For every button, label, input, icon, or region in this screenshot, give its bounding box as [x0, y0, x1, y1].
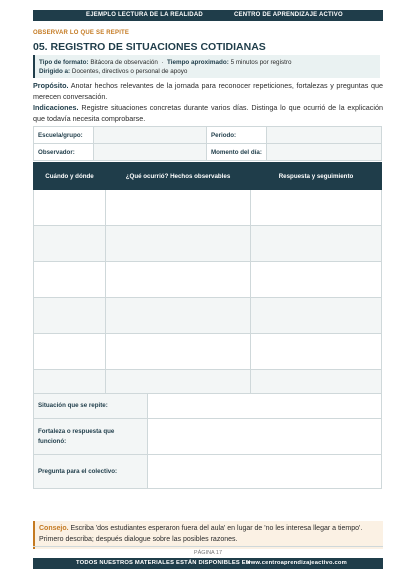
purpose-paragraph	[33, 81, 383, 102]
what-cell[interactable]	[106, 262, 251, 298]
footer-bar	[33, 558, 383, 569]
column-header-what: ¿Qué ocurrió? Hechos observables	[106, 163, 251, 190]
header-left-text: EJEMPLO LECTURA DE LA REALIDAD	[86, 12, 203, 18]
strength-field[interactable]	[148, 419, 382, 455]
observation-rows	[34, 190, 382, 406]
question-label: Pregunta para el colectivo:	[34, 455, 148, 489]
repeat-field[interactable]	[148, 394, 382, 419]
table-row	[34, 226, 382, 262]
when-cell[interactable]	[34, 226, 106, 262]
response-cell[interactable]	[251, 190, 382, 226]
summary-table-real	[33, 393, 382, 489]
response-cell[interactable]	[251, 226, 382, 262]
audience-label: Dirigido a:	[39, 68, 71, 75]
tip-text: Escriba 'dos estudiantes esperaron fuera del aula' en lugar de 'no les interesa llegar a tiempo'. Primero describa; después dialogue sobre las posibles razones.	[39, 525, 363, 543]
observer-label: Observador:	[34, 144, 94, 161]
header-bar	[33, 10, 383, 21]
format-label: Tipo de formato:	[39, 59, 89, 66]
audience-value: Docentes, directivos o personal de apoyo	[71, 68, 188, 75]
column-header-response: Respuesta y seguimiento	[251, 163, 382, 190]
question-field[interactable]	[148, 455, 382, 489]
meta-box: Tipo de formato: Bitácora de observación · Tiempo aproximado: 5 minutos por registro Dirigido a: Docentes, directivos o personal de apoyo	[33, 55, 380, 78]
format-value: Bitácora de observación	[90, 59, 158, 66]
period-field[interactable]	[267, 127, 382, 144]
moment-label: Momento del día:	[207, 144, 267, 161]
time-value: 5 minutos por registro	[230, 59, 292, 66]
observation-table	[33, 162, 382, 406]
what-cell[interactable]	[106, 334, 251, 370]
response-cell[interactable]	[251, 298, 382, 334]
info-table	[33, 126, 382, 161]
table-row	[34, 298, 382, 334]
when-cell[interactable]	[34, 262, 106, 298]
observer-field[interactable]	[94, 144, 207, 161]
when-cell[interactable]	[34, 190, 106, 226]
table-row	[34, 262, 382, 298]
tip-box	[33, 521, 383, 549]
table-row	[34, 334, 382, 370]
response-cell[interactable]	[251, 262, 382, 298]
section-label: OBSERVAR LO QUE SE REPITE	[33, 30, 130, 36]
strength-label: Fortaleza o respuesta que funcionó:	[34, 419, 148, 455]
when-cell[interactable]	[34, 298, 106, 334]
instructions-label: Indicaciones.	[33, 103, 79, 112]
header-right-text: CENTRO DE APRENDIZAJE ACTIVO	[234, 12, 343, 18]
instructions-text: Registre situaciones concretas durante varios días. Distinga lo que ocurrió de la explicación que todavía necesita comprobarse.	[33, 103, 383, 123]
table-row	[34, 190, 382, 226]
moment-field[interactable]	[267, 144, 382, 161]
footer-left-text: TODOS NUESTROS MATERIALES ESTÁN DISPONIBLES EN	[76, 560, 251, 566]
purpose-label: Propósito.	[33, 81, 69, 90]
response-cell[interactable]	[251, 334, 382, 370]
time-label: Tiempo aproximado:	[166, 59, 229, 66]
school-label: Escuela/grupo:	[34, 127, 94, 144]
column-header-when: Cuándo y dónde	[34, 163, 106, 190]
what-cell[interactable]	[106, 226, 251, 262]
page-title: 05. REGISTRO DE SITUACIONES COTIDIANAS	[33, 41, 266, 53]
instructions-paragraph	[33, 103, 383, 124]
repeat-label: Situación que se repite:	[34, 394, 148, 419]
school-field[interactable]	[94, 127, 207, 144]
footer-website-link[interactable]: www.centroaprendizajeactivo.com	[246, 560, 348, 566]
what-cell[interactable]	[106, 298, 251, 334]
page-number: PÁGINA 17	[193, 550, 223, 556]
when-cell[interactable]	[34, 334, 106, 370]
period-label: Periodo:	[207, 127, 267, 144]
purpose-text: Anotar hechos relevantes de la jornada para reconocer repeticiones, fortalezas y preguntas que merecen conversación.	[33, 81, 383, 101]
footer-divider	[33, 546, 383, 547]
what-cell[interactable]	[106, 190, 251, 226]
tip-label: Consejo.	[39, 525, 69, 532]
